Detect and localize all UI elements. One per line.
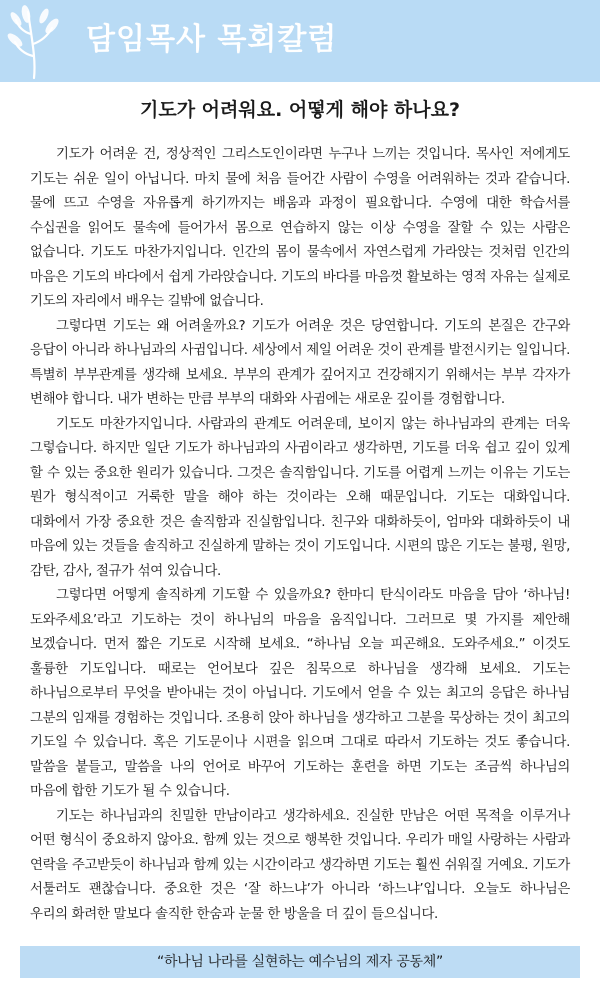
column-header	[0, 0, 600, 82]
article-body	[30, 143, 570, 927]
leaf-branch-icon	[6, 4, 66, 80]
column-header-title: 담임목사 목회칼럼	[86, 22, 338, 57]
church-motto-banner	[20, 946, 580, 978]
article-title: 기도가 어려워요. 어떻게 해야 하나요?	[139, 99, 460, 121]
article-paragraph: 그렇다면 기도는 왜 어려울까요? 기도가 어려운 것은 당연합니다. 기도의 본질은 간구와 응답이 아니라 하나님과의 사귐입니다. 세상에서 제일 어려운 것이 관계를 발전시키는 일입니다. 특별히 부부관계를 생각해 보세요. 부부의 관계가 깊어지고 건강해지기 위해서는 부부 각자가 변해야 합니다. 내가 변하는 만큼 부부의 대화와 사귐에는 새로운 깊이를 경험합니다.	[30, 318, 570, 407]
church-motto-text: “하나님 나라를 실현하는 예수님의 제자 공동체”	[157, 954, 443, 970]
article-paragraph: 기도는 하나님과의 친밀한 만남이라고 생각하세요. 진실한 만남은 어떤 목적을 이루거나 어떤 형식이 중요하지 않아요. 함께 있는 것으로 행복한 것입니다. 우리가 매일 사랑하는 사람과 연락을 주고받듯이 하나님과 함께 있는 시간이라고 생각하면 기도는 훨씬 쉬워질 거예요. 기도가 서툴러도 괜찮습니다. 중요한 것은 ‘잘 하느냐’가 아니라 ‘하느냐’입니다. 오늘도 하나님은 우리의 화려한 말보다 솔직한 한숨과 눈물 한 방울을 더 깊이 들으십니다.	[30, 808, 570, 922]
article-paragraph: 그렇다면 어떻게 솔직하게 기도할 수 있을까요? 한마디 탄식이라도 마음을 담아 ‘하나님! 도와주세요’라고 기도하는 것이 하나님의 마음을 움직입니다. 그러므로 몇 가지를 제안해 보겠습니다. 먼저 짧은 기도로 시작해 보세요. “하나님 오늘 피곤해요. 도와주세요.” 이것도 훌륭한 기도입니다. 때로는 언어보다 깊은 침묵으로 하나님을 생각해 보세요. 기도는 하나님으로부터 무엇을 받아내는 것이 아닙니다. 기도에서 얻을 수 있는 최고의 응답은 하나님 그분의 임재를 경험하는 것입니다. 조용히 앉아 하나님을 생각하고 그분을 묵상하는 것이 최고의 기도일 수 있습니다. 혹은 기도문이나 시편을 읽으며 그대로 따라서 기도하는 것도 좋습니다. 말씀을 붙들고, 말씀을 나의 언어로 바꾸어 기도하는 훈련을 하면 기도는 조금씩 하나님의 마음에 합한 기도가 될 수 있습니다.	[30, 588, 570, 799]
article-paragraph: 기도도 마찬가지입니다. 사람과의 관계도 어려운데, 보이지 않는 하나님과의 관계는 더욱 그렇습니다. 하지만 일단 기도가 하나님과의 사귐이라고 생각하면, 기도를 더욱 쉽고 깊이 있게 할 수 있는 중요한 원리가 있습니다. 그것은 솔직함입니다. 기도를 어렵게 느끼는 이유는 기도는 뭔가 형식적이고 거룩한 말을 해야 하는 것이라는 오해 때문입니다. 기도는 대화입니다. 대화에서 가장 중요한 것은 솔직함과 진실함입니다. 친구와 대화하듯이, 엄마와 대화하듯이 내 마음에 있는 것들을 솔직하고 진실하게 말하는 것이 기도입니다. 시편의 많은 기도는 불평, 원망, 감탄, 감사, 절규가 섞여 있습니다.	[30, 416, 570, 579]
article-paragraph: 기도가 어려운 건, 정상적인 그리스도인이라면 누구나 느끼는 것입니다. 목사인 저에게도 기도는 쉬운 일이 아닙니다. 마치 물에 처음 들어간 사람이 수영을 어려워하는 것과 같습니다. 물에 뜨고 수영을 자유롭게 하기까지는 배움과 과정이 필요합니다. 수영에 대한 학습서를 수십권을 읽어도 물속에 들어가서 몸으로 연습하지 않는 이상 수영을 잘할 수 있는 사람은 없습니다. 기도도 마찬가지입니다. 인간의 몸이 물속에서 자연스럽게 가라앉는 것처럼 인간의 마음은 기도의 바다에서 쉽게 가라앉습니다. 기도의 바다를 마음껏 활보하는 영적 자유는 실제로 기도의 자리에서 배우는 길밖에 없습니다.	[30, 147, 570, 309]
